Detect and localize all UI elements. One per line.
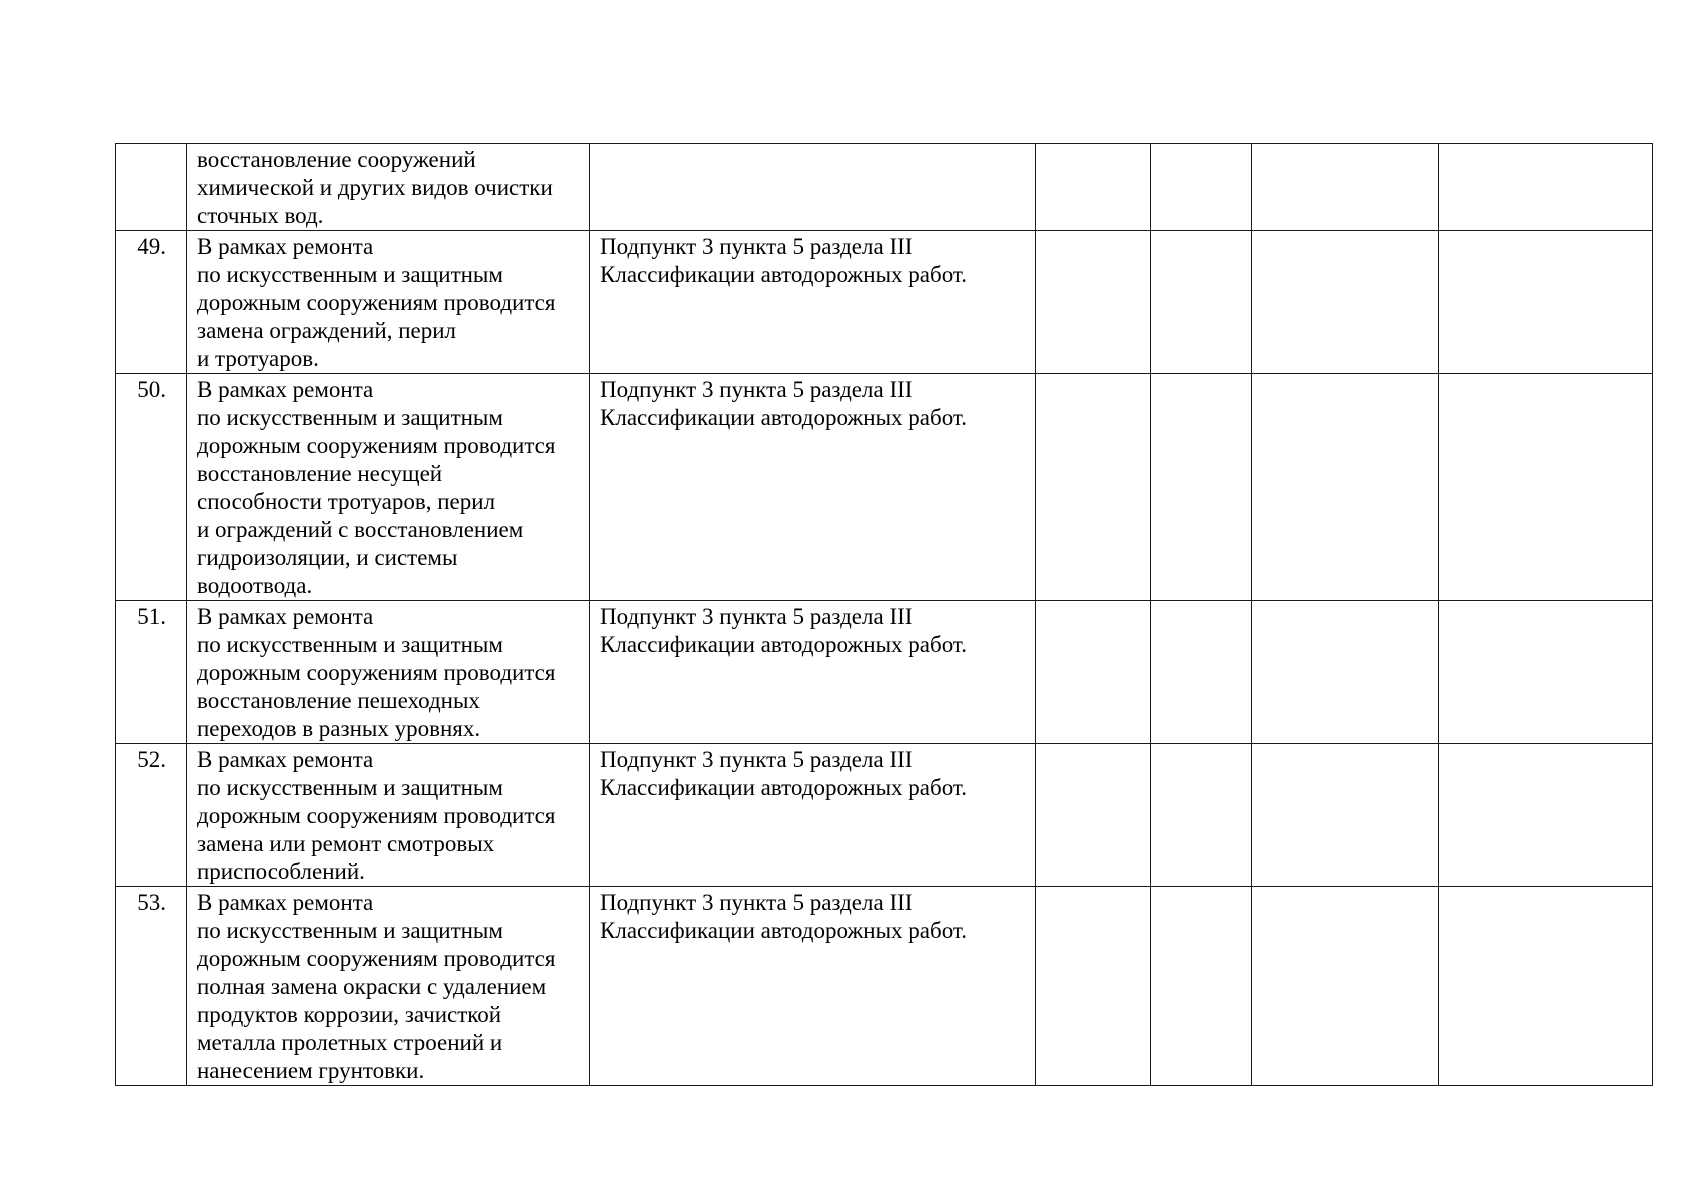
table-row bbox=[116, 374, 1653, 601]
empty-cell bbox=[1151, 231, 1252, 374]
empty-cell bbox=[1252, 374, 1439, 601]
empty-cell bbox=[1036, 601, 1151, 744]
empty-cell bbox=[1151, 601, 1252, 744]
description-cell: восстановление сооружений химической и других видов очистки сточных вод. bbox=[187, 144, 590, 231]
empty-cell bbox=[1151, 144, 1252, 231]
description-cell: В рамках ремонта по искусственным и защитным дорожным сооружениям проводится замена или ремонт смотровых приспособлений. bbox=[187, 744, 590, 887]
requirements-table bbox=[115, 143, 1653, 1086]
basis-cell: Подпункт 3 пункта 5 раздела III Классификации автодорожных работ. bbox=[590, 231, 1036, 374]
empty-cell bbox=[1439, 744, 1653, 887]
empty-cell bbox=[1151, 744, 1252, 887]
row-number-cell: 53. bbox=[116, 887, 187, 1086]
table-row bbox=[116, 744, 1653, 887]
empty-cell bbox=[1252, 601, 1439, 744]
basis-cell: Подпункт 3 пункта 5 раздела III Классификации автодорожных работ. bbox=[590, 887, 1036, 1086]
empty-cell bbox=[1036, 744, 1151, 887]
basis-cell bbox=[590, 144, 1036, 231]
empty-cell bbox=[1036, 887, 1151, 1086]
table-row bbox=[116, 231, 1653, 374]
description-cell: В рамках ремонта по искусственным и защитным дорожным сооружениям проводится восстановление несущей способности тротуаров, перил и ограждений с восстановлением гидроизоляции, и системы водоотвода. bbox=[187, 374, 590, 601]
description-cell: В рамках ремонта по искусственным и защитным дорожным сооружениям проводится восстановление пешеходных переходов в разных уровнях. bbox=[187, 601, 590, 744]
empty-cell bbox=[1151, 887, 1252, 1086]
row-number-cell: 50. bbox=[116, 374, 187, 601]
table-row bbox=[116, 887, 1653, 1086]
empty-cell bbox=[1252, 231, 1439, 374]
empty-cell bbox=[1439, 144, 1653, 231]
basis-cell: Подпункт 3 пункта 5 раздела III Классификации автодорожных работ. bbox=[590, 601, 1036, 744]
empty-cell bbox=[1151, 374, 1252, 601]
empty-cell bbox=[1036, 144, 1151, 231]
row-number-cell: 49. bbox=[116, 231, 187, 374]
empty-cell bbox=[1439, 887, 1653, 1086]
row-number-cell: 51. bbox=[116, 601, 187, 744]
description-cell: В рамках ремонта по искусственным и защитным дорожным сооружениям проводится полная замена окраски с удалением продуктов коррозии, зачисткой металла пролетных строений и нанесением грунтовки. bbox=[187, 887, 590, 1086]
empty-cell bbox=[1252, 887, 1439, 1086]
empty-cell bbox=[1439, 601, 1653, 744]
table-row bbox=[116, 601, 1653, 744]
row-number-cell bbox=[116, 144, 187, 231]
empty-cell bbox=[1036, 231, 1151, 374]
empty-cell bbox=[1439, 374, 1653, 601]
empty-cell bbox=[1439, 231, 1653, 374]
table-row bbox=[116, 144, 1653, 231]
row-number-cell: 52. bbox=[116, 744, 187, 887]
basis-cell: Подпункт 3 пункта 5 раздела III Классификации автодорожных работ. bbox=[590, 374, 1036, 601]
empty-cell bbox=[1036, 374, 1151, 601]
empty-cell bbox=[1252, 744, 1439, 887]
description-cell: В рамках ремонта по искусственным и защитным дорожным сооружениям проводится замена ограждений, перил и тротуаров. bbox=[187, 231, 590, 374]
basis-cell: Подпункт 3 пункта 5 раздела III Классификации автодорожных работ. bbox=[590, 744, 1036, 887]
empty-cell bbox=[1252, 144, 1439, 231]
